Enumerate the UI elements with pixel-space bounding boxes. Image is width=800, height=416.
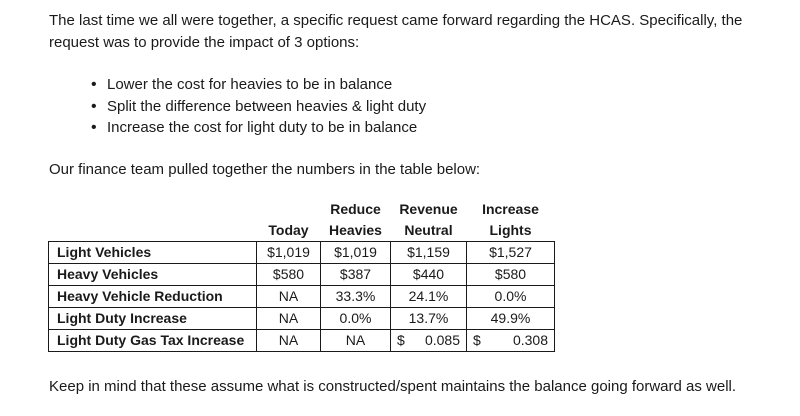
header-cell: Reduce [330, 201, 381, 217]
table-intro: Our finance team pulled together the numbers in the table below: [49, 161, 481, 178]
table-cell: 13.7% [391, 308, 467, 330]
header-cell: Heavies [329, 222, 382, 238]
currency-symbol: $ [473, 332, 481, 348]
header-cell: Increase [482, 201, 539, 217]
table-cell: NA [257, 330, 321, 352]
table-cell: $580 [257, 264, 321, 286]
header-cell: Revenue [399, 201, 458, 217]
table-row [49, 330, 555, 352]
row-label: Light Vehicles [49, 242, 257, 264]
table-cell: $1,527 [467, 242, 555, 264]
table-cell: 33.3% [321, 286, 391, 308]
list-item: • Split the difference between heavies & light duty [88, 96, 426, 118]
table-cell: $1,019 [321, 242, 391, 264]
table-cell [391, 330, 467, 352]
table-cell: 24.1% [391, 286, 467, 308]
table-row [49, 264, 555, 286]
list-item: • Lower the cost for heavies to be in balance [88, 74, 426, 96]
currency-symbol: $ [397, 332, 405, 348]
table-row [49, 242, 555, 264]
table-cell: 49.9% [467, 308, 555, 330]
table-cell: $1,019 [257, 242, 321, 264]
header-row-bottom [49, 220, 555, 242]
table-cell: NA [257, 308, 321, 330]
row-label: Heavy Vehicle Reduction [49, 286, 257, 308]
row-label: Light Duty Increase [49, 308, 257, 330]
row-label: Heavy Vehicles [49, 264, 257, 286]
table-cell: $387 [321, 264, 391, 286]
header-cell [49, 199, 257, 220]
header-cell: Today [268, 222, 309, 238]
table-cell: NA [257, 286, 321, 308]
table-row [49, 286, 555, 308]
list-item: • Increase the cost for light duty to be in balance [88, 117, 426, 139]
table-cell: $1,159 [391, 242, 467, 264]
closing-paragraph: Keep in mind that these assume what is constructed/spent maintains the balance going forward as well. [49, 378, 737, 395]
cell-value: 0.308 [512, 332, 548, 348]
finance-table [48, 199, 555, 352]
header-cell: Neutral [404, 222, 453, 238]
row-label: Light Duty Gas Tax Increase [49, 330, 257, 352]
header-row-top [49, 199, 555, 220]
table-cell: 0.0% [467, 286, 555, 308]
header-cell [49, 220, 257, 242]
intro-paragraph: The last time we all were together, a specific request came forward regarding the HCAS. Specifically, the request was to provide the impact of 3 options: [49, 12, 743, 51]
table-cell: $580 [467, 264, 555, 286]
table-cell: NA [321, 330, 391, 352]
table-row [49, 308, 555, 330]
table-cell: 0.0% [321, 308, 391, 330]
table-cell [467, 330, 555, 352]
header-cell [257, 199, 321, 220]
options-list [88, 74, 426, 139]
table-cell: $440 [391, 264, 467, 286]
cell-value: 0.085 [424, 332, 460, 348]
header-cell: Lights [489, 222, 532, 238]
